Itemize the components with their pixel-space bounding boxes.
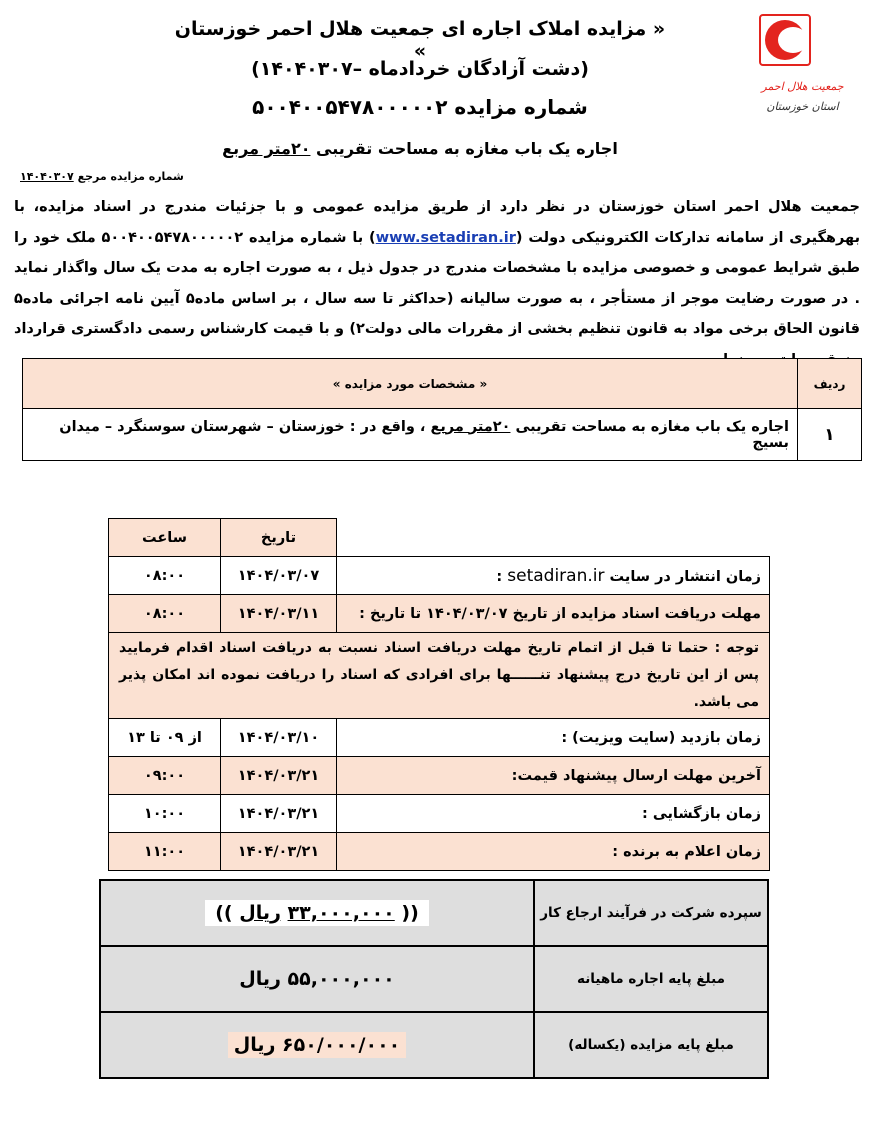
description-area: ۲۰متر مربع (222, 139, 311, 158)
publish-date: ۱۴۰۴/۰۳/۰۷ (221, 557, 337, 595)
annual-value-box: ۶۵۰/۰۰۰/۰۰۰ ریال (228, 1032, 407, 1058)
auction-number: شماره مزایده ۵۰۰۴۰۰۵۴۷۸۰۰۰۰۰۲ (252, 95, 588, 119)
page-subtitle: (دشت آزادگان خردادماه –۱۴۰۴۰۳۰۷) (251, 58, 589, 80)
col-time-header: ساعت (109, 519, 221, 557)
monthly-label: مبلغ پایه اجاره ماهیانه (534, 946, 768, 1012)
deposit-box (205, 900, 429, 926)
monthly-value: ۵۵,۰۰۰,۰۰۰ ریال (100, 946, 534, 1012)
schedule-row-note (109, 633, 770, 719)
amount-row-monthly (100, 946, 768, 1012)
deadline-label: آخرین مهلت ارسال پیشنهاد قیمت: (337, 757, 770, 795)
schedule-note: توجه : حتما تا قبل از اتمام تاریخ مهلت دریافت اسناد نسبت به دریافت اسناد اقدام فرمایید پس از این تاریخ درج پیشنهاد تنــــــها برای افرادی که اسناد را دریافت نموده اند امکان پذیر می باشد. (109, 633, 770, 719)
auction-description (170, 139, 670, 158)
opening-time: ۱۰:۰۰ (109, 795, 221, 833)
schedule-header-blank (337, 519, 770, 557)
row-text-suffix: ، واقع در : خوزستان – شهرستان سوسنگرد – میدان بسیج (59, 418, 789, 451)
winner-date: ۱۴۰۴/۰۳/۲۱ (221, 833, 337, 871)
amounts-table (99, 879, 769, 1079)
reference-number (20, 170, 280, 183)
logo-province: استان خوزستان (766, 100, 839, 113)
row-area: ۲۰متر مربع (430, 418, 511, 435)
logo-org-name: جمعیت هلال احمر (761, 80, 844, 93)
winner-label: زمان اعلام به برنده : (337, 833, 770, 871)
schedule-row-opening (109, 795, 770, 833)
reference-value: ۱۴۰۴۰۳۰۷ (20, 170, 74, 183)
schedule-row-deadline (109, 757, 770, 795)
col-date-header: تاریخ (221, 519, 337, 557)
deposit-label: سپرده شرکت در فرآیند ارجاع کار (534, 880, 768, 946)
schedule-table (108, 518, 770, 871)
row-text-prefix: اجاره یک باب مغازه به مساحت تقریبی (510, 418, 789, 435)
publish-label (337, 557, 770, 595)
intro-text-1: جمعیت هلال احمر استان خوزستان در نظر دارد از طریق مزایده عمومی و با جزئیات مندرج در اسناد مزایده، با بهرهگیری از سامانه تدارکات الکترونیکی دولت ( (14, 199, 861, 246)
deposit-value (100, 880, 534, 946)
red-crescent-logo (745, 14, 860, 129)
opening-date: ۱۴۰۴/۰۳/۲۱ (221, 795, 337, 833)
page-title: « مزایده املاک اجاره ای جمعیت هلال احمر خوزستان » (174, 18, 666, 62)
col-spec-header: « مشخصات مورد مزایده » (23, 359, 798, 409)
row-index: ۱ (798, 409, 862, 461)
visit-time: از ۰۹ تا ۱۳ (109, 719, 221, 757)
col-row-header: ردیف (798, 359, 862, 409)
reference-label: شماره مزایده مرجع (77, 170, 184, 183)
deposit-close: )) (215, 902, 233, 924)
deposit-open: (( (401, 902, 419, 924)
publish-label-prefix: زمان انتشار در سایت (604, 568, 761, 585)
visit-date: ۱۴۰۴/۰۳/۱۰ (221, 719, 337, 757)
setadiran-link[interactable]: www.setadiran.ir (375, 229, 516, 246)
deadline-time: ۰۹:۰۰ (109, 757, 221, 795)
description-prefix: اجاره یک باب مغازه به مساحت تقریبی (310, 139, 618, 158)
intro-text-2: ) با شماره مزایده ۵۰۰۴۰۰۵۴۷۸۰۰۰۰۰۲ ملک خود را طبق شرایط عمومی و خصوصی مزایده با مشخصات مندرج در جدول ذیل ، به صورت اجاره به مدت یک سال واگذار نماید . در صورت رضایت موجر از مستأجر ، به صورت سالیانه (حداکثر تا سه سال ، بر اساس ماده۵ آیین نامه اجرائی ماده۵ قانون الحاق برخی مواد به قانون تنظیم بخشی از مقررات مالی دولت۲) و با قیمت کارشناس رسمی دادگستری قرارداد (14, 229, 861, 337)
amount-row-annual (100, 1012, 768, 1078)
annual-label: مبلغ پایه مزایده (یکساله) (534, 1012, 768, 1078)
winner-time: ۱۱:۰۰ (109, 833, 221, 871)
documents-date: ۱۴۰۴/۰۳/۱۱ (221, 595, 337, 633)
schedule-row-publish (109, 557, 770, 595)
schedule-row-documents (109, 595, 770, 633)
schedule-row-winner (109, 833, 770, 871)
row-description (23, 409, 798, 461)
visit-label: زمان بازدید (سایت ویزیت) : (337, 719, 770, 757)
auction-spec-table (22, 358, 862, 461)
publish-label-suffix: : (496, 568, 508, 585)
documents-time: ۰۸:۰۰ (109, 595, 221, 633)
table-row (23, 409, 862, 461)
annual-value (100, 1012, 534, 1078)
publish-time: ۰۸:۰۰ (109, 557, 221, 595)
auction-table-header (23, 359, 862, 409)
schedule-row-visit (109, 719, 770, 757)
deadline-date: ۱۴۰۴/۰۳/۲۱ (221, 757, 337, 795)
deposit-unit: ریال (239, 902, 281, 924)
documents-label: مهلت دریافت اسناد مزایده از تاریخ ۱۴۰۴/۰۳/۰۷ تا تاریخ : (337, 595, 770, 633)
opening-label: زمان بازگشایی : (337, 795, 770, 833)
intro-paragraph (14, 192, 860, 375)
publish-site: setadiran.ir (507, 565, 605, 586)
red-crescent-icon (759, 14, 811, 66)
deposit-amount: ۳۳,۰۰۰,۰۰۰ (287, 902, 395, 924)
amount-row-deposit (100, 880, 768, 946)
schedule-header-row (109, 519, 770, 557)
